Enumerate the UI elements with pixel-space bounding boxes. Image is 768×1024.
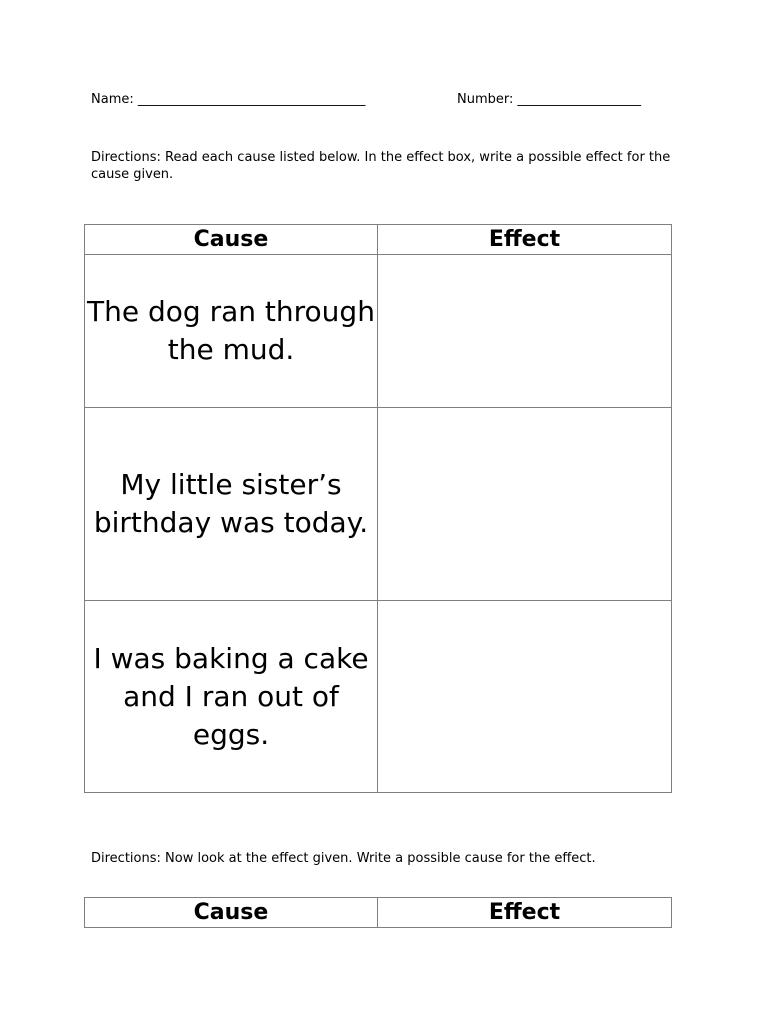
table-row: [85, 601, 672, 793]
effect-answer-box[interactable]: [378, 255, 672, 408]
directions-effect-to-cause: Directions: Now look at the effect given. Write a possible cause for the effect.: [91, 851, 596, 866]
number-blank-line: ___________________: [517, 92, 642, 107]
name-field[interactable]: [91, 92, 365, 107]
effect-cause-table: [84, 897, 672, 928]
effect-answer-box[interactable]: [378, 408, 672, 601]
effect-answer-box[interactable]: [378, 601, 672, 793]
cause-cell: The dog ran through the mud.: [85, 255, 378, 408]
table-header-row: [85, 898, 672, 928]
cause-effect-table: [84, 224, 672, 793]
number-field[interactable]: [457, 92, 641, 107]
table-header-row: [85, 225, 672, 255]
cause-column-header: Cause: [85, 225, 378, 255]
cause-column-header: Cause: [85, 898, 378, 928]
table-row: [85, 255, 672, 408]
number-label: Number:: [457, 92, 514, 107]
effect-column-header: Effect: [378, 898, 672, 928]
cause-cell: My little sister’s birthday was today.: [85, 408, 378, 601]
cause-cell: I was baking a cake and I ran out of eggs.: [85, 601, 378, 793]
name-label: Name:: [91, 92, 134, 107]
table-row: [85, 408, 672, 601]
effect-column-header: Effect: [378, 225, 672, 255]
name-blank-line: ___________________________________: [137, 92, 366, 107]
directions-cause-to-effect: Directions: Read each cause listed below. In the effect box, write a possible effect for the cause given.: [91, 150, 671, 182]
